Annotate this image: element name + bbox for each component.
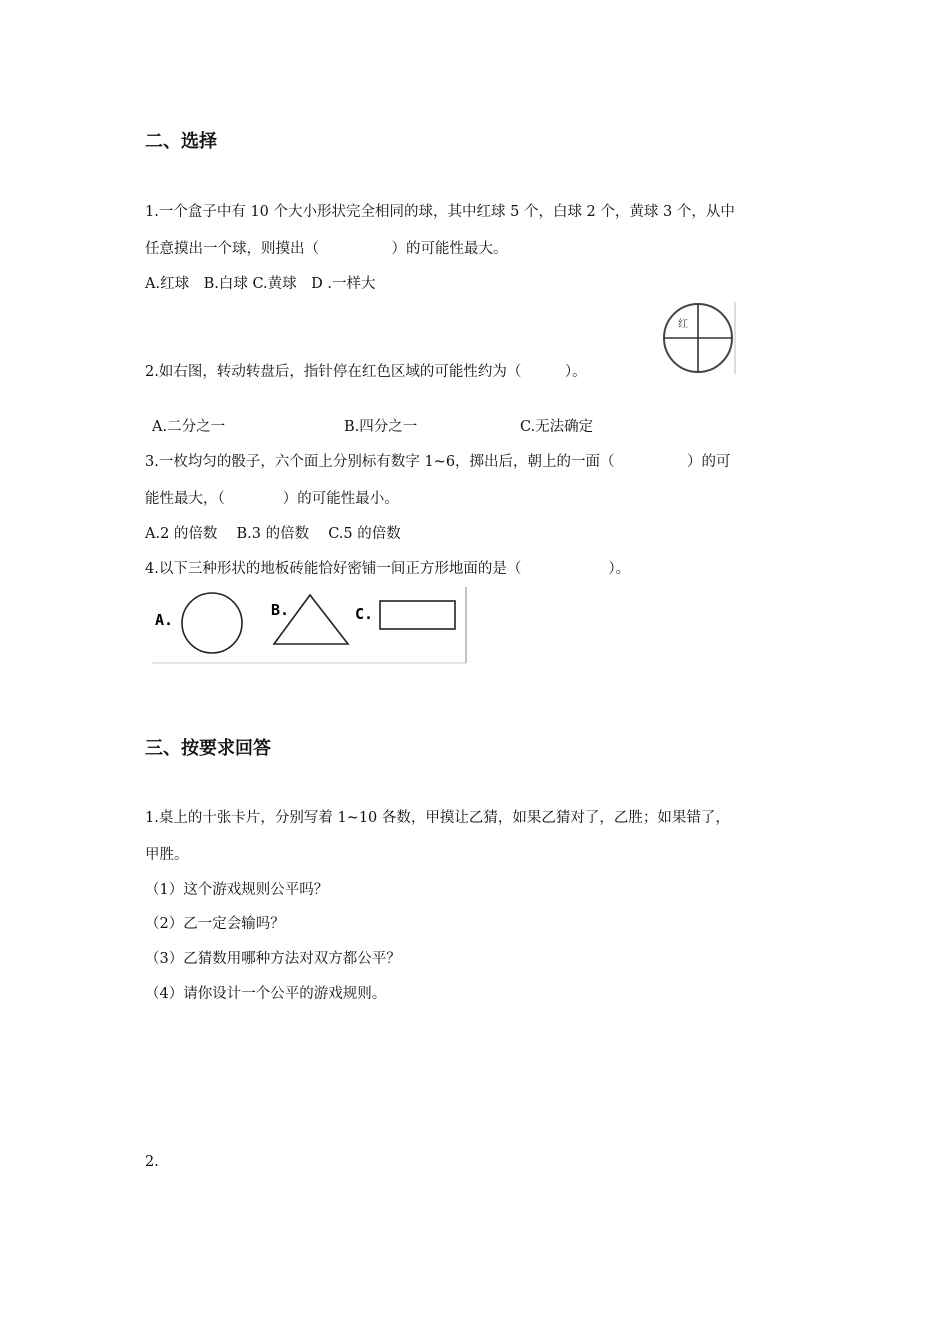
q3-line2: 能性最大，（ ）的可能性最小。	[145, 491, 399, 507]
q2-option-b: B.四分之一	[344, 419, 418, 435]
q4-text: 4.以下三种形状的地板砖能恰好密铺一间正方形地面的是（ ）。	[145, 561, 631, 577]
section-3-title: 三、按要求回答	[145, 738, 271, 759]
q1-line2: 任意摸出一个球，则摸出（ ）的可能性最大。	[145, 241, 508, 257]
s3-q1-sub3: （3）乙猜数用哪种方法对双方都公平？	[145, 951, 401, 967]
option-a-label: A.	[155, 611, 174, 629]
s3-q2-text: 2.	[145, 1154, 159, 1170]
section-2-title: 二、选择	[145, 131, 217, 152]
s3-q1-line1: 1.桌上的十张卡片，分别写着 1~10 各数，甲摸让乙猜，如果乙猜对了，乙胜；如果错了，	[145, 810, 730, 826]
spinner-figure	[662, 300, 738, 376]
s3-q1-sub2: （2）乙一定会输吗？	[145, 916, 285, 932]
q3-line1: 3.一枚均匀的骰子，六个面上分别标有数字 1~6，掷出后，朝上的一面（ ）的可	[145, 454, 731, 470]
q2-option-a: A.二分之一	[152, 419, 226, 435]
q2-text: 2.如右图，转动转盘后，指针停在红色区域的可能性约为（ ）。	[145, 364, 587, 380]
tile-shapes-figure	[150, 585, 468, 667]
q3-options: A.2 的倍数 B.3 的倍数 C.5 的倍数	[145, 526, 401, 542]
s3-q1-sub4: （4）请你设计一个公平的游戏规则。	[145, 986, 387, 1002]
q2-option-c: C.无法确定	[520, 419, 594, 435]
circle-shape	[182, 593, 242, 653]
q1-line1: 1.一个盒子中有 10 个大小形状完全相同的球，其中红球 5 个，白球 2 个，黄球 3 个，从中	[145, 204, 735, 220]
rectangle-shape	[380, 601, 455, 629]
spinner-red-label: 红	[678, 319, 688, 330]
option-c-label: C.	[355, 605, 374, 623]
q1-options: A.红球 B.白球 C.黄球 D .一样大	[145, 276, 376, 292]
s3-q1-line2: 甲胜。	[145, 847, 189, 863]
option-b-label: B.	[271, 601, 290, 619]
s3-q1-sub1: （1）这个游戏规则公平吗？	[145, 882, 329, 898]
